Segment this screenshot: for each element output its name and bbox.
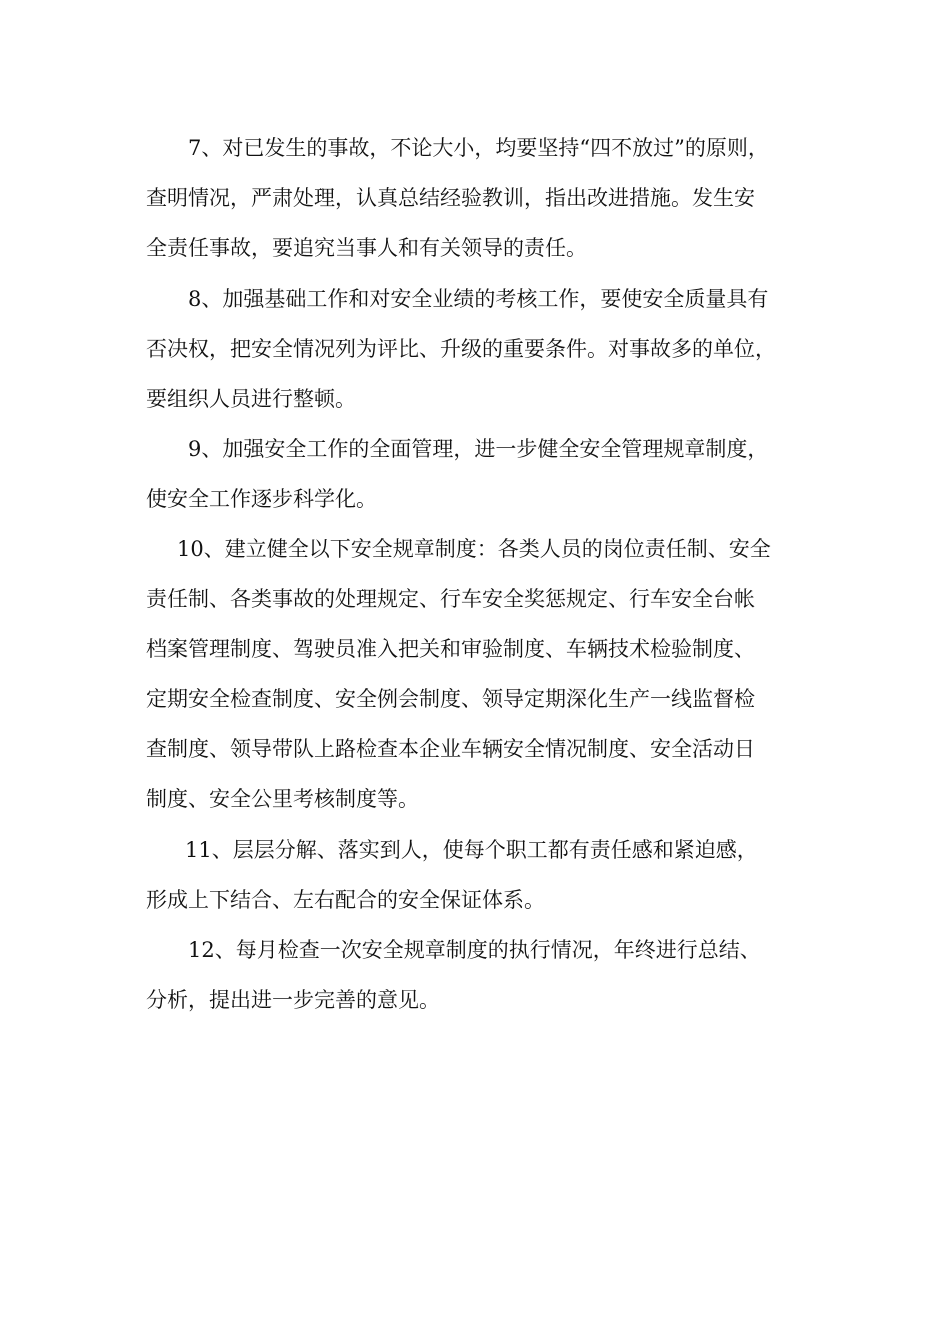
text-line: 查制度、领导带队上路检查本企业车辆安全情况制度、安全活动日	[146, 737, 755, 761]
text-line: 制度、安全公里考核制度等。	[146, 787, 419, 811]
text-line: 形成上下结合、左右配合的安全保证体系。	[146, 888, 545, 912]
text-line: 全责任事故，要追究当事人和有关领导的责任。	[146, 236, 587, 260]
text-line: 11、层层分解、落实到人，使每个职工都有责任感和紧迫感，	[185, 838, 758, 862]
text-line: 10、建立健全以下安全规章制度：各类人员的岗位责任制、安全	[177, 537, 771, 561]
text-line: 否决权，把安全情况列为评比、升级的重要条件。对事故多的单位，	[146, 337, 776, 361]
text-line: 使安全工作逐步科学化。	[146, 487, 377, 511]
text-line: 分析，提出进一步完善的意见。	[146, 988, 440, 1012]
text-line: 责任制、各类事故的处理规定、行车安全奖惩规定、行车安全台帐	[146, 587, 755, 611]
text-line: 要组织人员进行整顿。	[146, 387, 356, 411]
text-line: 定期安全检查制度、安全例会制度、领导定期深化生产一线监督检	[146, 687, 755, 711]
text-line: 档案管理制度、驾驶员准入把关和审验制度、车辆技术检验制度、	[146, 637, 755, 661]
text-line: 查明情况，严肃处理，认真总结经验教训，指出改进措施。发生安	[146, 186, 755, 210]
text-line: 7、对已发生的事故，不论大小，均要坚持“四不放过”的原则，	[188, 136, 769, 160]
text-line: 9、加强安全工作的全面管理，进一步健全安全管理规章制度，	[188, 437, 769, 461]
text-line: 8、加强基础工作和对安全业绩的考核工作，要使安全质量具有	[188, 287, 769, 311]
text-line: 12、每月检查一次安全规章制度的执行情况，年终进行总结、	[188, 938, 761, 962]
